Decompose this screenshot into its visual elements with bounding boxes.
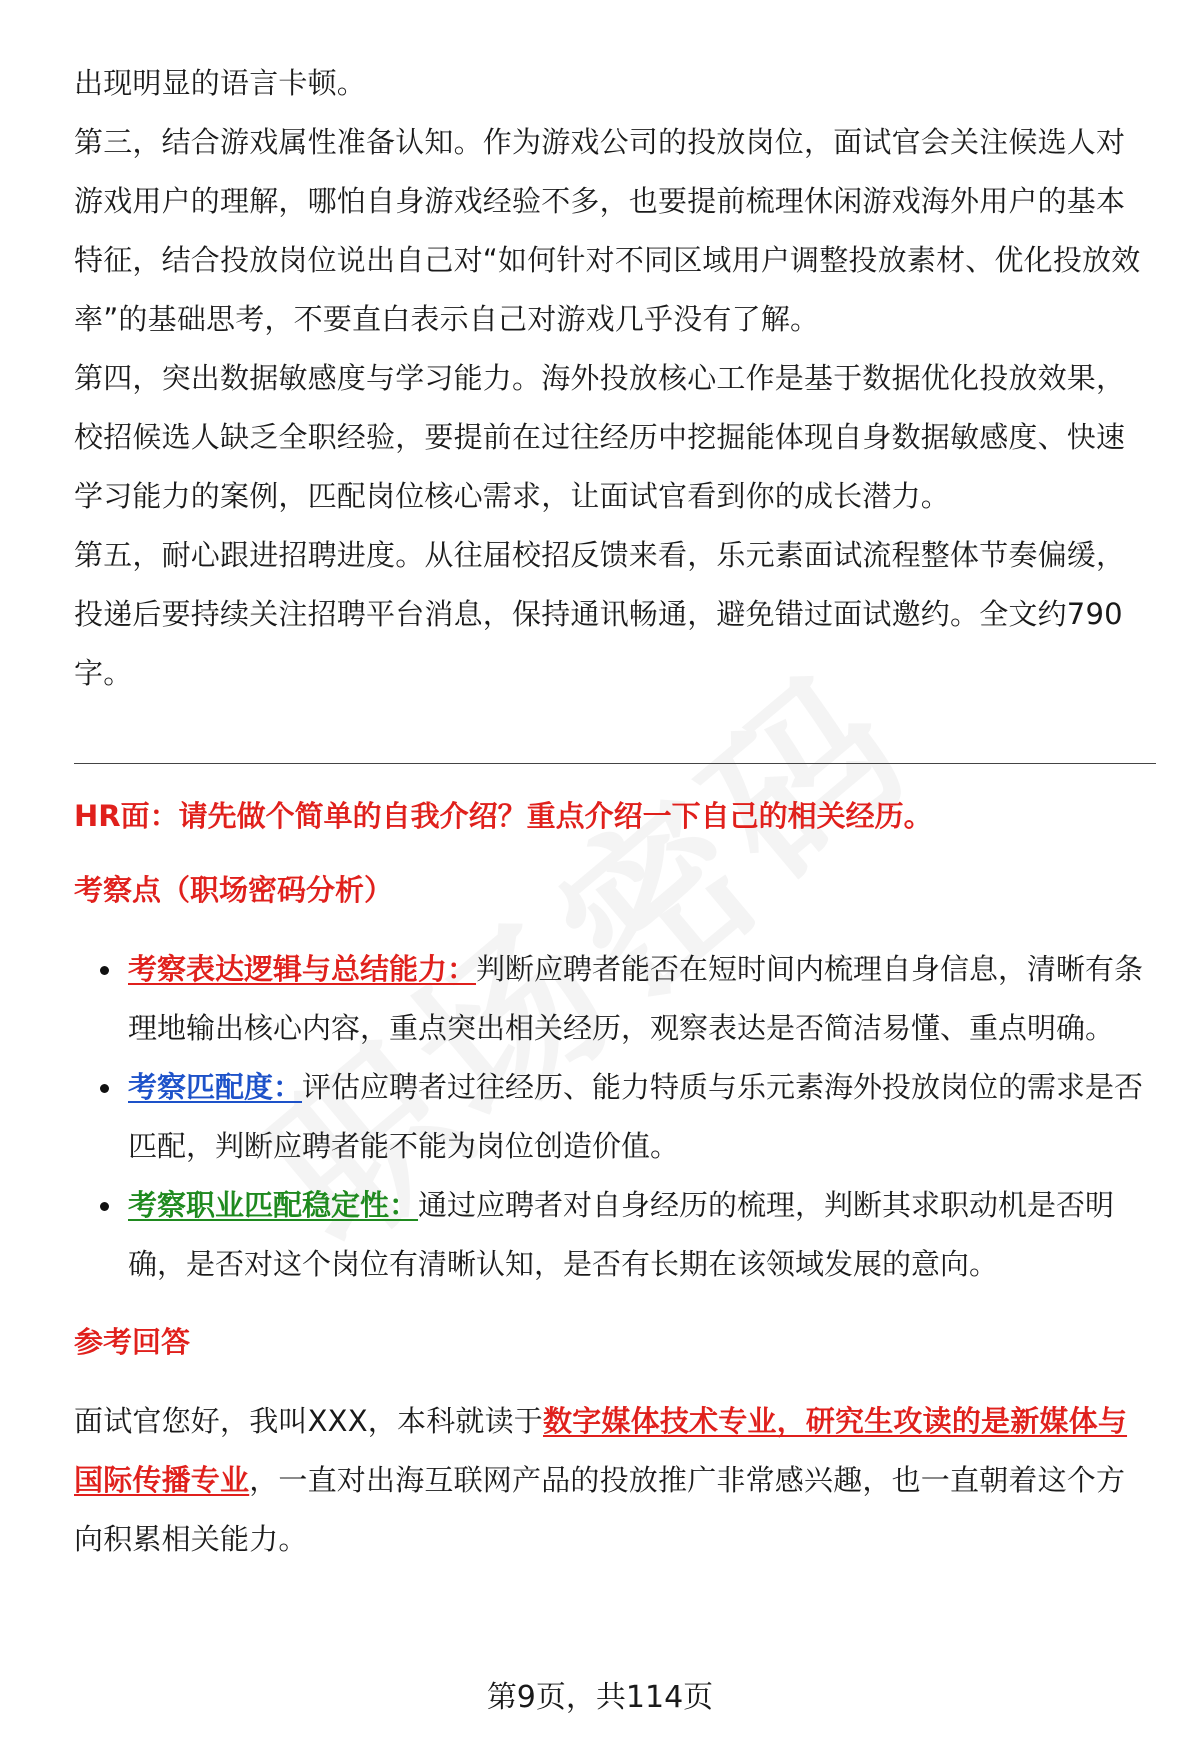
document-page <box>74 54 1154 1569</box>
answer-highlight: 数字媒体技术专业，研究生攻读的是新媒体与国际传播专业 <box>74 1404 1128 1497</box>
page-number: 第9页，共114页 <box>486 1680 714 1715</box>
paragraph-continuation: 出现明显的语言卡顿。 <box>74 66 367 100</box>
paragraph-tip-4: 第四，突出数据敏感度与学习能力。海外投放核心工作是基于数据优化投放效果，校招候选人缺乏全职经验，要提前在过往经历中挖掘能体现自身数据敏感度、快速学习能力的案例，匹配岗位核心需求，让面试官看到你的成长潜力。 <box>74 361 1126 513</box>
bullet-dot-icon <box>100 1202 109 1211</box>
answer-paragraph <box>74 1392 1154 1569</box>
paragraph-tip-5: 第五，耐心跟进招聘进度。从往届校招反馈来看，乐元素面试流程整体节奏偏缓，投递后要持续关注招聘平台消息，保持通讯畅通，避免错过面试邀约。全文约790字。 <box>74 538 1126 690</box>
paragraph-tip-3: 第三，结合游戏属性准备认知。作为游戏公司的投放岗位，面试官会关注候选人对游戏用户的理解，哪怕自身游戏经验不多，也要提前梳理休闲游戏海外用户的基本特征，结合投放岗位说出自己对“如何针对不同区域用户调整投放素材、优化投放效率”的基础思考，不要直白表示自己对游戏几乎没有了解。 <box>74 125 1141 336</box>
list-item <box>128 940 1154 1058</box>
points-list <box>74 940 1154 1294</box>
point-text: 评估应聘者过往经历、能力特质与乐元素海外投放岗位的需求是否匹配，判断应聘者能不能为岗位创造价值。 <box>128 1070 1144 1163</box>
point-keyword: 考察职业匹配稳定性： <box>128 1188 419 1222</box>
list-item <box>128 1176 1154 1294</box>
reference-heading: 参考回答 <box>74 1325 191 1359</box>
bullet-dot-icon <box>100 1084 109 1093</box>
point-keyword: 考察匹配度： <box>128 1070 303 1104</box>
answer-text-after: ，一直对出海互联网产品的投放推广非常感兴趣，也一直朝着这个方向积累相关能力。 <box>74 1463 1126 1556</box>
question-title: HR面：请先做个简单的自我介绍？重点介绍一下自己的相关经历。 <box>74 799 933 833</box>
points-heading: 考察点（职场密码分析） <box>74 873 394 907</box>
bullet-dot-icon <box>100 966 109 975</box>
answer-text-before: 面试官您好，我叫XXX，本科就读于 <box>74 1404 544 1438</box>
list-item <box>128 1058 1154 1176</box>
point-text: 通过应聘者对自身经历的梳理，判断其求职动机是否明确，是否对这个岗位有清晰认知，是否有长期在该领域发展的意向。 <box>128 1188 1115 1281</box>
point-keyword: 考察表达逻辑与总结能力： <box>128 952 477 986</box>
point-text: 判断应聘者能否在短时间内梳理自身信息，清晰有条理地输出核心内容，重点突出相关经历，观察表达是否简洁易懂、重点明确。 <box>128 952 1144 1045</box>
section-divider <box>74 763 1156 764</box>
